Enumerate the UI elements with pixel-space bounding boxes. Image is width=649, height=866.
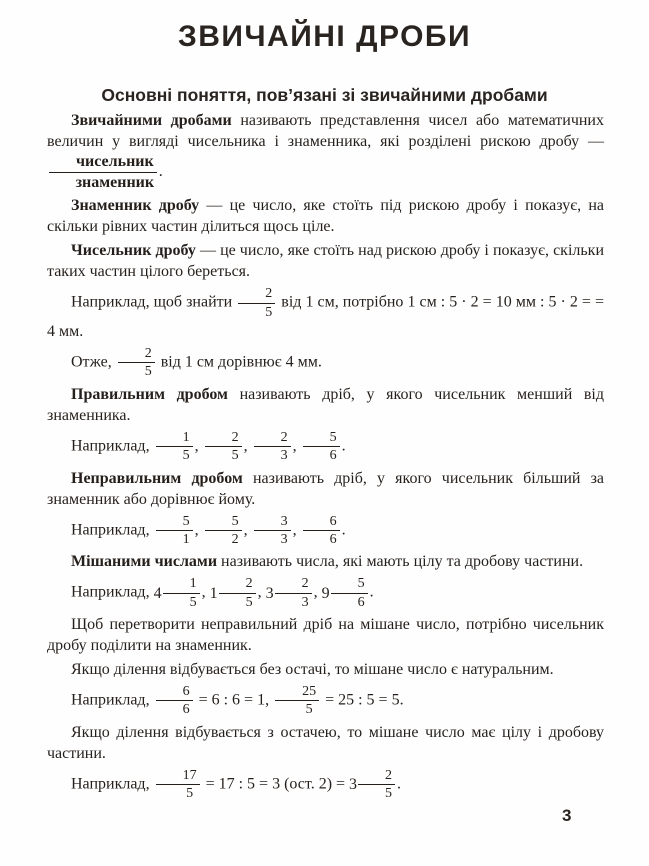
fraction: [205, 514, 242, 548]
bold-term: Мішаними числами: [71, 553, 218, 571]
fraction-denominator: 6: [357, 594, 365, 610]
paragraph: Наприклад, $\frac{5}{1}$ , $\frac{5}{2}$ , $\frac{3}{3}$ , $\frac{6}{6}$ .: [71, 513, 346, 547]
fraction-denominator: 6: [329, 531, 337, 547]
paragraph: Мішаними числами називають числа, які мають цілу та дробову частини.: [71, 553, 584, 571]
fraction-denominator: 5: [189, 594, 197, 610]
paragraph: Якщо ділення відбувається без остачі, то мішане число є натуральним.: [71, 661, 554, 679]
paragraph: Наприклад, $\frac{1}{5}$ , $\frac{2}{5}$ , $\frac{2}{3}$ , $\frac{5}{6}$ .: [71, 429, 346, 464]
fraction-denominator: 3: [280, 448, 288, 464]
bold-term: Правильним дробом: [71, 385, 228, 403]
fraction-denominator: 6: [329, 448, 337, 464]
fraction-denominator: 5: [186, 786, 194, 802]
fraction-denominator: знаменник: [75, 173, 155, 191]
section-heading: Основні поняття, пов’язані зі звичайними дробами: [101, 85, 548, 105]
paragraph: Отже, $\frac{2}{5}$ від 1 см дорівнює 4 мм.: [71, 345, 322, 380]
mixed-number-whole: 3: [349, 776, 358, 794]
fraction-denominator: 2: [231, 531, 239, 547]
fraction-denominator: 3: [301, 594, 309, 610]
fraction: [118, 346, 155, 380]
fraction-numerator: 6: [303, 514, 340, 531]
bold-term: Неправильним дробом: [71, 469, 243, 487]
fraction-denominator: 5: [385, 786, 393, 802]
fraction-denominator: 5: [144, 364, 152, 380]
page-title: ЗВИЧАЙНІ ДРОБИ: [177, 20, 472, 53]
paragraph: Чисельник дробу — це число, яке стоїть над рискою дробу і показує, скільки таких частин цілого береться.: [47, 242, 605, 281]
fraction-denominator: 5: [231, 448, 239, 464]
fraction-numerator: 5: [331, 576, 368, 593]
fraction: [303, 514, 340, 548]
paragraph: Щоб перетворити неправильний дріб на мішане число, потрібно чисельник дробу поділити на знаменник.: [47, 616, 604, 655]
mixed-number-whole: 4: [153, 584, 162, 602]
fraction: [49, 153, 157, 191]
fraction: [163, 576, 200, 610]
fraction-denominator: 5: [245, 594, 253, 610]
paragraph: Наприклад, 4 $\frac{1}{5}$ , 1 $\frac{2}{5}$ , 3 $\frac{2}{3}$ , 9 $\frac{5}{6}$ .: [71, 576, 374, 610]
fraction-denominator: 3: [280, 531, 288, 547]
mixed-number: [265, 576, 314, 610]
fraction-numerator: 2: [219, 576, 256, 593]
fraction: [156, 684, 193, 718]
fraction-denominator: 5: [305, 702, 313, 718]
fraction: [331, 576, 368, 610]
fraction-denominator: 5: [182, 448, 190, 464]
fraction: [156, 768, 200, 802]
fraction: [275, 576, 312, 610]
paragraph: Знаменник дробу — це число, яке стоїть під рискою дробу і показує, на скільки рівних частин ділиться щось ціле.: [47, 197, 605, 236]
fraction: [254, 430, 291, 464]
fraction-numerator: 2: [118, 346, 155, 363]
mixed-number: [209, 576, 258, 610]
paragraph: Наприклад, щоб знайти $\frac{2}{5}$ від 1 см, потрібно 1 см : 5 · 2 = 10 мм : 5 · 2 = = 4 мм.: [47, 286, 604, 340]
mixed-number-whole: 9: [321, 584, 330, 602]
fraction-numerator: 17: [156, 768, 200, 785]
fraction: [358, 768, 395, 802]
fraction-numerator: 5: [303, 430, 340, 447]
fraction-numerator: 6: [156, 684, 193, 701]
mixed-number: [321, 576, 370, 610]
fraction-denominator: 5: [265, 304, 273, 320]
content-paragraphs: [47, 110, 604, 806]
fraction: [219, 576, 256, 610]
paragraph: Звичайними дробами називають представлення чисел або математичних величин у вигляді чисельника і знаменника, які розділені рискою дробу — $\frac{\text{чисельник}}{\text{знаменник}}$ .: [47, 112, 604, 191]
bold-term: Звичайними дробами: [71, 112, 232, 129]
paragraph: Якщо ділення відбувається з остачею, то мішане число має цілу і дробову частини.: [47, 723, 604, 762]
fraction-numerator: 1: [156, 430, 193, 447]
paragraph: Наприклад, $\frac{6}{6}$ = 6 : 6 = 1, $\frac{25}{5}$ = 25 : 5 = 5.: [71, 684, 404, 718]
mixed-number-whole: 1: [209, 584, 218, 602]
fraction-numerator: 2: [275, 576, 312, 593]
fraction-denominator: 6: [182, 702, 190, 718]
fraction: [275, 684, 319, 718]
fraction-denominator: 1: [182, 531, 190, 547]
fraction-numerator: 1: [163, 576, 200, 593]
fraction-numerator: 2: [205, 430, 242, 447]
page-number: 3: [562, 806, 572, 825]
mixed-number: [349, 767, 397, 802]
fraction-numerator: 2: [254, 430, 291, 447]
fraction: [254, 514, 291, 548]
bold-term: Знаменник дробу: [71, 197, 200, 215]
fraction: [205, 430, 242, 464]
fraction-numerator: чисельник: [49, 153, 157, 173]
paragraph: Наприклад, $\frac{17}{5}$ = 17 : 5 = 3 (ост. 2) = 3 $\frac{2}{5}$ .: [71, 767, 402, 802]
fraction-numerator: 5: [156, 514, 193, 531]
mixed-number-whole: 3: [265, 584, 274, 602]
fraction-numerator: 25: [275, 684, 319, 701]
fraction: [303, 430, 340, 464]
paragraph: Правильним дробом називають дріб, у якого чисельник менший від знаменника.: [47, 385, 605, 424]
fraction-numerator: 3: [254, 514, 291, 531]
bold-term: Чисельник дробу: [71, 242, 196, 260]
fraction-numerator: 2: [358, 768, 395, 785]
fraction: [238, 286, 275, 320]
fraction-numerator: 2: [238, 286, 275, 303]
fraction: [156, 430, 193, 464]
paragraph: Неправильним дробом називають дріб, у якого чисельник більший за знаменник або дорівнює йому.: [47, 469, 605, 508]
mixed-number: [153, 576, 202, 610]
fraction: [156, 514, 193, 548]
fraction-numerator: 5: [205, 514, 242, 531]
